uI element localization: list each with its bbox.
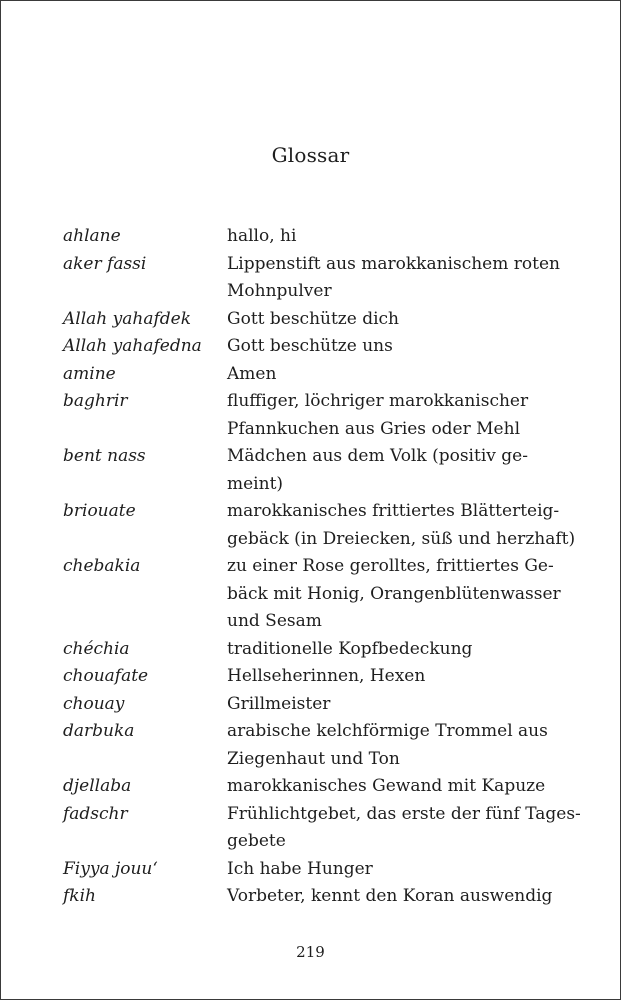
glossary-term: fkih (63, 886, 96, 906)
glossary-entry (63, 883, 563, 911)
page-number: 219 (296, 943, 325, 961)
glossary-entry (63, 663, 563, 691)
definition-line: Pfannkuchen aus Gries oder Mehl (227, 418, 521, 439)
glossary-definition (227, 251, 563, 306)
glossary-term: Allah yahafdek (63, 308, 191, 329)
glossary-term: chouafate (63, 666, 149, 686)
glossary-term: amine (63, 363, 116, 384)
definition-line: arabische kelchförmige Trommel aus (227, 721, 548, 741)
glossary-definition (227, 883, 563, 911)
definition-line: Gott beschütze uns (227, 336, 393, 356)
glossary-term: ahlane (63, 226, 121, 246)
glossary-entry (63, 306, 563, 334)
definition-line: zu einer Rose gerolltes, frittiertes Ge- (227, 556, 554, 576)
definition-line: gebäck (in Dreiecken, süß und herzhaft) (227, 528, 576, 549)
glossary-definition (227, 718, 563, 773)
glossary-definition (227, 306, 563, 334)
glossary-term: bent nass (63, 446, 146, 466)
glossary-term: chouay (63, 693, 125, 714)
definition-line: Gott beschütze dich (227, 308, 400, 329)
glossary-entry (63, 361, 563, 389)
glossary-definition (227, 361, 563, 389)
page-title: Glossar (271, 143, 350, 167)
glossary-definition (227, 443, 563, 498)
glossary-term: chéchia (63, 638, 130, 659)
glossary-definition (227, 773, 563, 801)
glossary-entry (63, 251, 563, 306)
glossary-entry (63, 553, 563, 636)
glossary-entry (63, 498, 576, 553)
definition-line: Mädchen aus dem Volk (positiv ge- (227, 446, 528, 466)
definition-line: und Sesam (227, 611, 322, 631)
glossary-term: baghrir (63, 391, 128, 411)
definition-line: traditionelle Kopfbedeckung (227, 638, 473, 659)
definition-line: Hellseherinnen, Hexen (227, 666, 426, 686)
glossary-definition (227, 801, 581, 856)
definition-line: Lippenstift aus marokkanischem roten (227, 253, 560, 274)
glossary-entry (63, 801, 581, 856)
glossary-entry (63, 333, 563, 361)
glossary-definition (227, 333, 563, 361)
glossary-term: djellaba (63, 776, 132, 796)
definition-line: marokkanisches Gewand mit Kapuze (227, 776, 546, 796)
definition-line: hallo, hi (227, 226, 297, 246)
definition-line: meint) (227, 473, 284, 494)
glossary-entry (63, 636, 563, 664)
glossary-entry (63, 691, 563, 719)
glossary-term: briouate (63, 501, 136, 521)
definition-line: Mohnpulver (227, 281, 332, 301)
glossary-term: chebakia (63, 556, 141, 576)
glossary-definition (227, 223, 563, 251)
definition-line: Grillmeister (227, 693, 331, 714)
definition-line: Ich habe Hunger (227, 858, 373, 879)
definition-line: Amen (227, 363, 277, 384)
glossary-entry (63, 223, 563, 251)
glossary-list (63, 223, 581, 911)
glossary-entry (63, 388, 563, 443)
glossary-term: Allah yahafedna (63, 336, 202, 356)
glossary-definition (227, 388, 563, 443)
definition-line: Vorbeter, kennt den Koran auswendig (227, 886, 553, 906)
glossary-term: Fiyya jouu‘ (63, 858, 158, 879)
definition-line: gebete (227, 831, 286, 851)
glossary-definition (227, 856, 563, 884)
definition-line: bäck mit Honig, Orangenblütenwasser (227, 583, 561, 604)
glossary-entry (63, 718, 563, 773)
glossary-term: aker fassi (63, 253, 147, 274)
definition-line: fluffiger, löchriger marokkanischer (227, 391, 529, 411)
glossary-definition (227, 691, 563, 719)
definition-line: Ziegenhaut und Ton (227, 748, 400, 769)
glossary-term: darbuka (63, 721, 135, 741)
glossary-definition (227, 636, 563, 664)
definition-line: marokkanisches frittiertes Blätterteig- (227, 501, 560, 521)
glossary-definition (227, 553, 563, 636)
glossary-definition (227, 498, 575, 553)
glossary-entry (63, 856, 563, 884)
definition-line: Frühlichtgebet, das erste der fünf Tages- (227, 803, 581, 824)
glossary-entry (63, 773, 563, 801)
glossary-term: fadschr (63, 803, 128, 824)
glossary-entry (63, 443, 563, 498)
glossary-definition (227, 663, 563, 691)
